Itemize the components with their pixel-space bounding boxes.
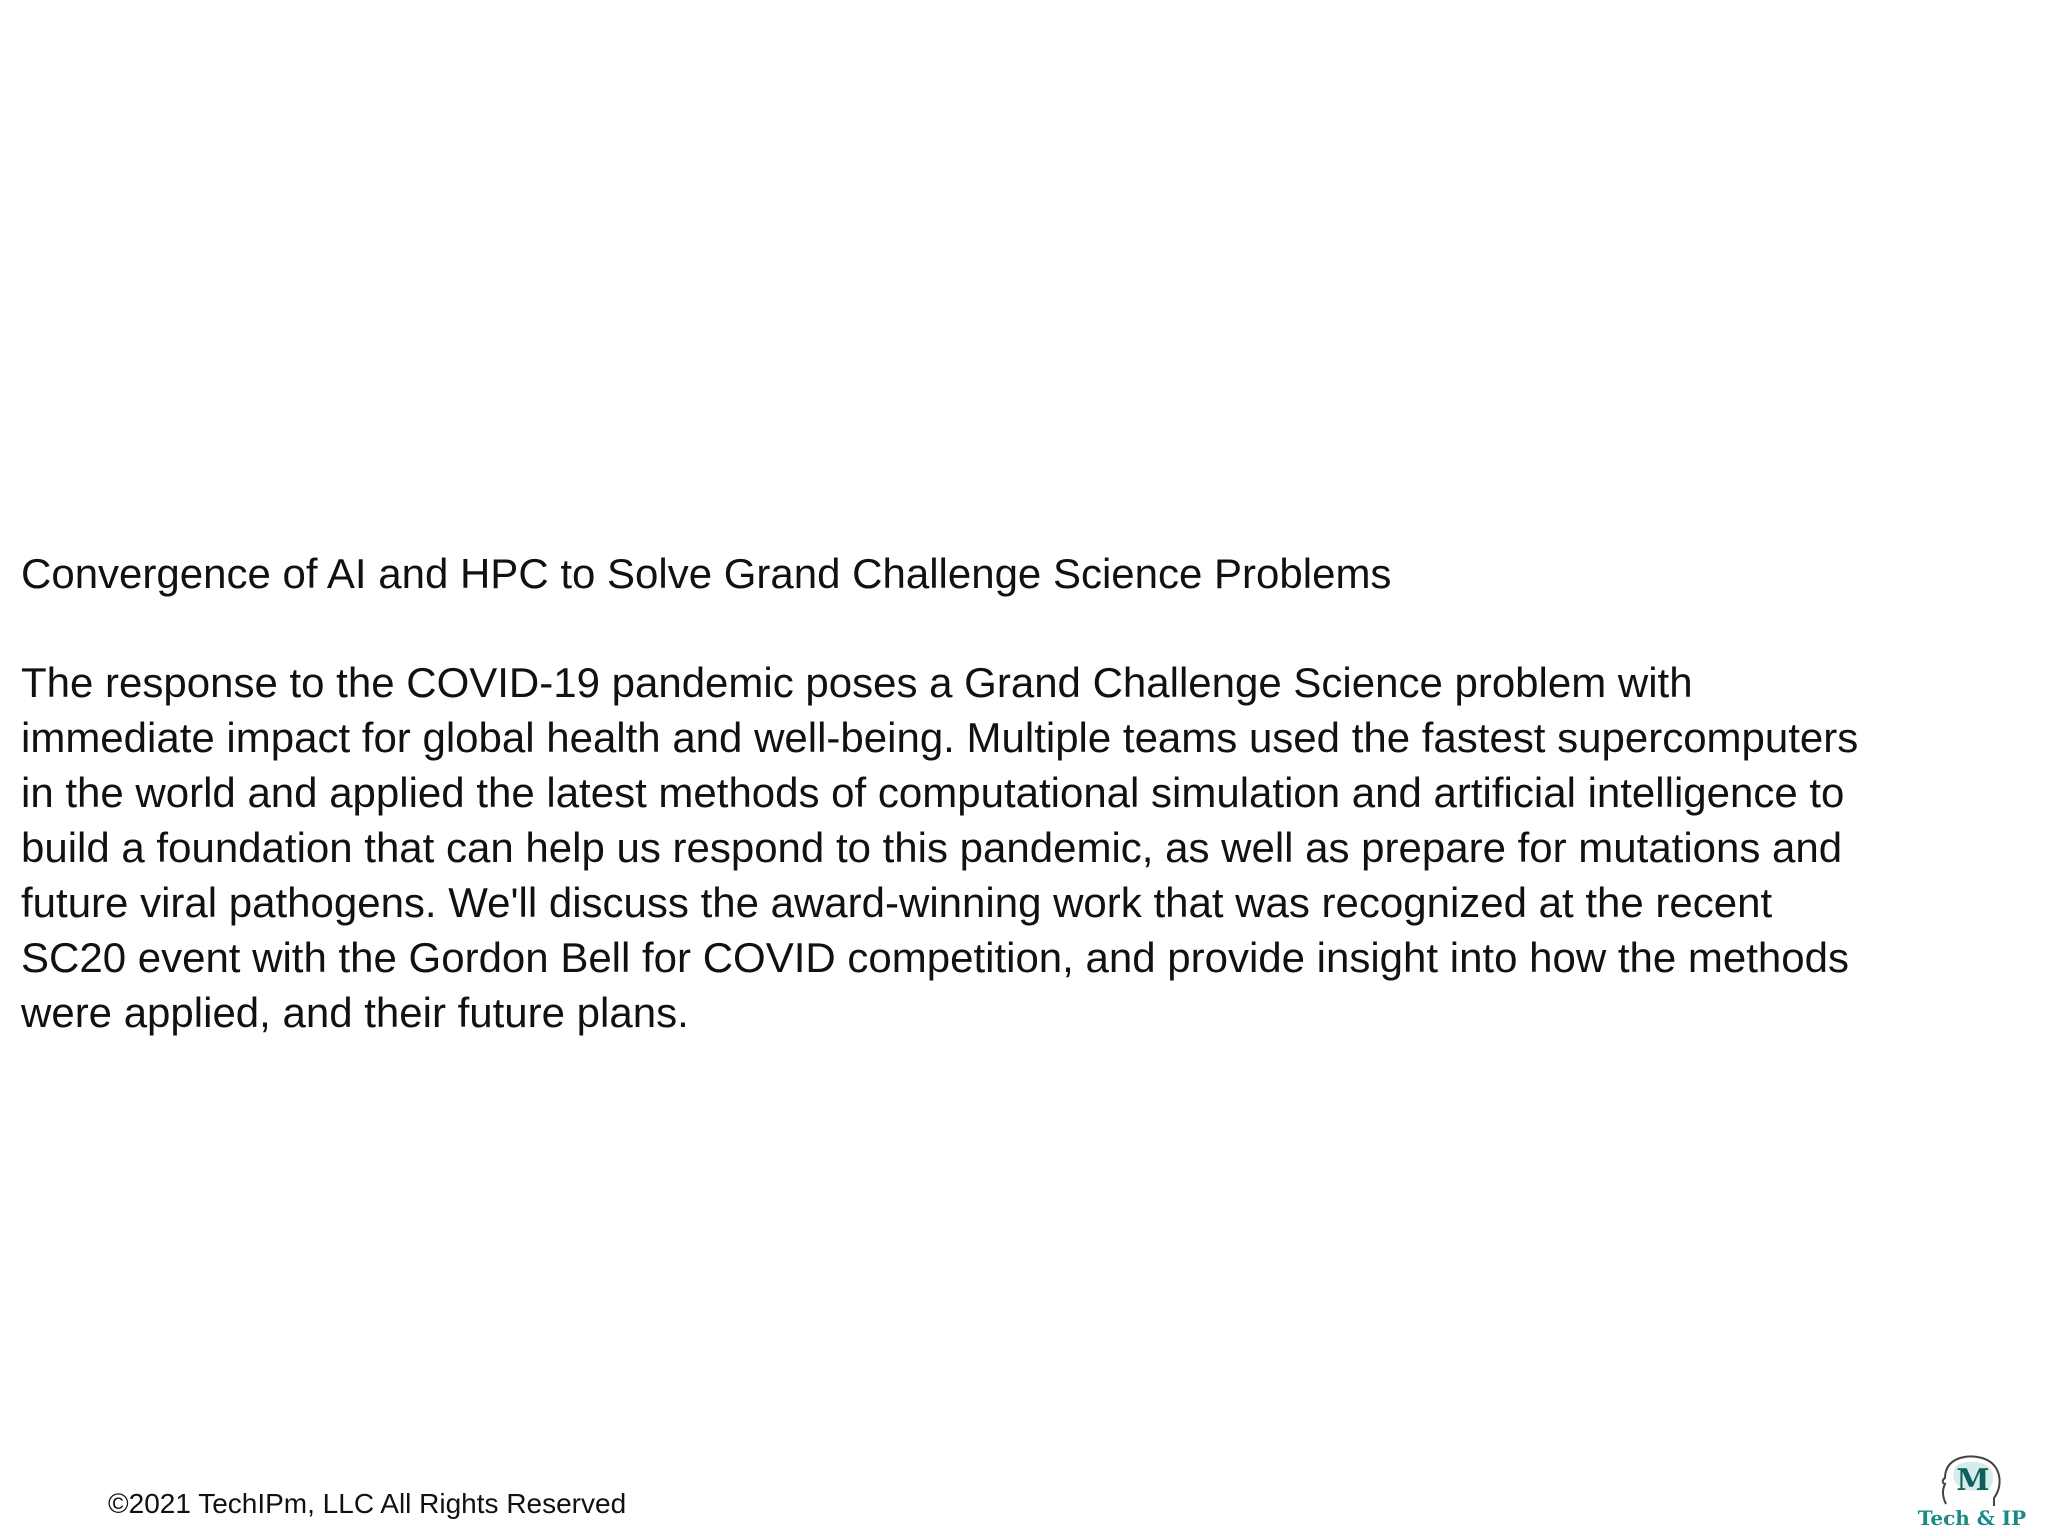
slide-body bbox=[21, 655, 2036, 1040]
body-line: build a foundation that can help us respond to this pandemic, as well as prepare for mutations and bbox=[21, 824, 1843, 871]
body-line: in the world and applied the latest methods of computational simulation and artificial intelligence to bbox=[21, 769, 1845, 816]
copyright-footer: ©2021 TechIPm, LLC All Rights Reserved bbox=[108, 1488, 627, 1519]
slide-title: Convergence of AI and HPC to Solve Grand Challenge Science Problems bbox=[21, 550, 1392, 597]
body-line: were applied, and their future plans. bbox=[21, 989, 689, 1036]
company-logo bbox=[1912, 1450, 2032, 1532]
logo-mark: M bbox=[1956, 1463, 1990, 1498]
body-line: immediate impact for global health and well-being. Multiple teams used the fastest supercomputers bbox=[21, 714, 1859, 761]
body-line: SC20 event with the Gordon Bell for COVID competition, and provide insight into how the methods bbox=[21, 934, 1849, 981]
head-profile-icon bbox=[1912, 1450, 2032, 1510]
body-line: The response to the COVID-19 pandemic poses a Grand Challenge Science problem with bbox=[21, 659, 1693, 706]
logo-text: Tech & IP bbox=[1917, 1506, 2027, 1530]
body-line: future viral pathogens. We'll discuss the award-winning work that was recognized at the recent bbox=[21, 879, 1773, 926]
